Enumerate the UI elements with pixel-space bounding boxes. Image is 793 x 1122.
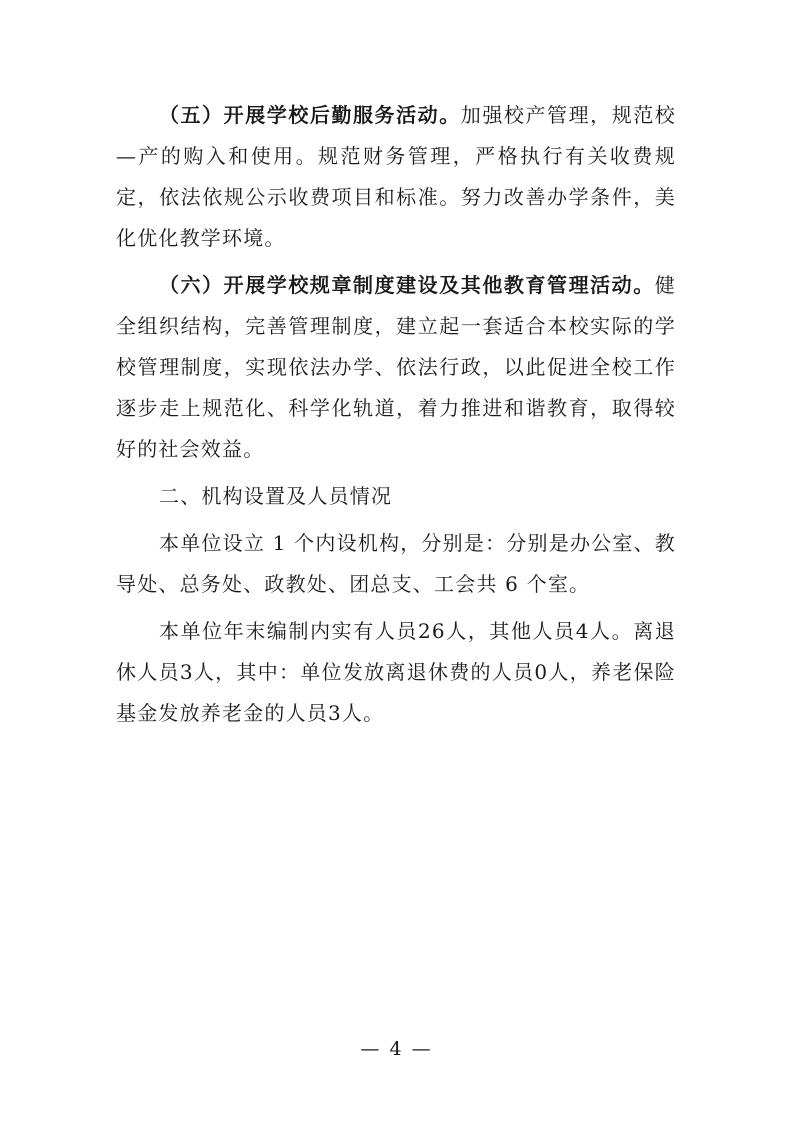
paragraph-departments: 本单位设立 1 个内设机构，分别是：分别是办公室、教导处、总务处、政教处、团总支、工会共 6 个室。 [116,531,676,596]
paragraph-logistics-text: 加强校产管理，规范校—产的购入和使用。规范财务管理，严格执行有关收费规定，依法依规公示收费项目和标准。努力改善办学条件，美化优化教学环境。 [116,103,677,250]
paragraph-regulations-lead: （六）开展学校规章制度建设及其他教育管理活动。 [159,273,655,297]
page-number: — 4 — [360,1038,433,1060]
document-body [116,95,676,734]
paragraph-logistics [116,95,676,259]
paragraph-regulations-text: 健全组织结构，完善管理制度，建立起一套适合本校实际的学校管理制度，实现依法办学、依法行政，以此促进全校工作逐步走上规范化、科学化轨道，着力推进和谐教育，取得较好的社会效益。 [116,273,676,461]
paragraph-logistics-lead: （五）开展学校后勤服务活动。 [159,103,461,127]
section-heading-organization: 二、机构设置及人员情况 [159,484,393,508]
paragraph-staffing: 本单位年末编制内实有人员26人，其他人员4人。离退休人员3人，其中：单位发放离退休费的人员0人，养老保险基金发放养老金的人员3人。 [116,619,676,725]
paragraph-regulations [116,265,676,470]
